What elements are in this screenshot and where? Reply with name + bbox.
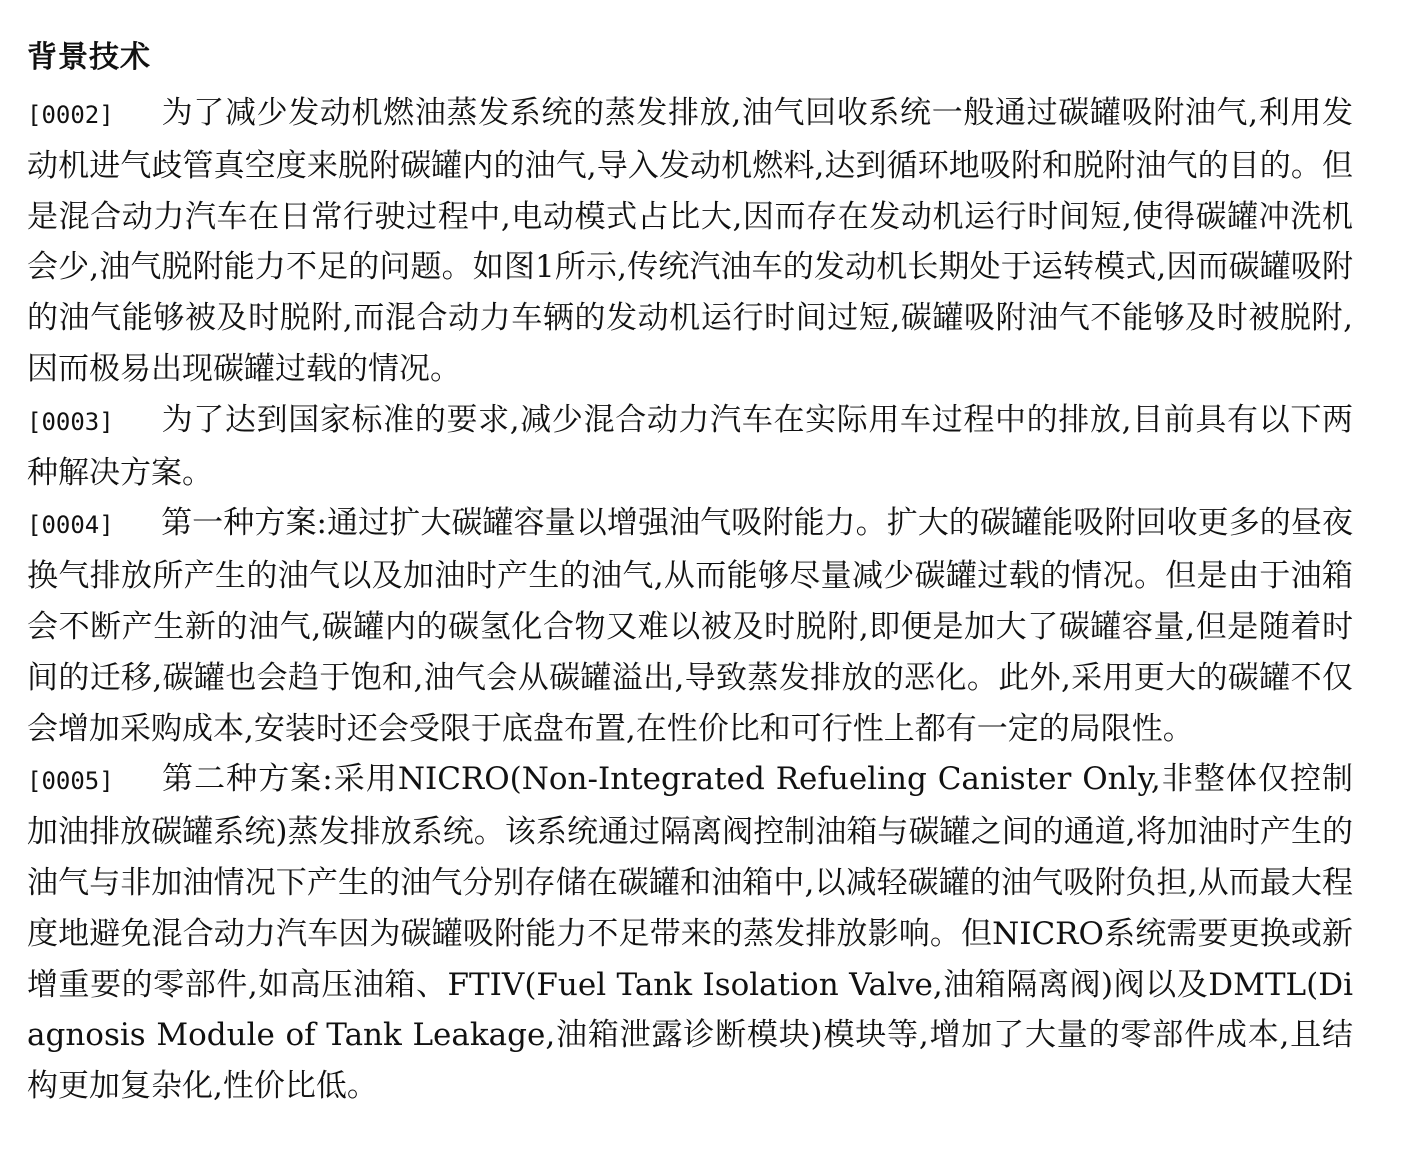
paragraph-text: 为了减少发动机燃油蒸发系统的蒸发排放,油气回收系统一般通过碳罐吸附油气,利用发动机进气歧管真空度来脱附碳罐内的油气,导入发动机燃料,达到循环地吸附和脱附油气的目的。但是混合动力汽车在日常行驶过程中,电动模式占比大,因而存在发动机运行时间短,使得碳罐冲洗机会少,油气脱附能力不足的问题。如图1所示,传统汽油车的发动机长期处于运转模式,因而碳罐吸附的油气能够被及时脱附,而混合动力车辆的发动机运行时间过短,碳罐吸附油气不能够及时被脱附,因而极易出现碳罐过载的情况。 [27, 95, 1353, 387]
paragraph-text: 第一种方案:通过扩大碳罐容量以增强油气吸附能力。扩大的碳罐能吸附回收更多的昼夜换气排放所产生的油气以及加油时产生的油气,从而能够尽量减少碳罐过载的情况。但是由于油箱会不断产生新的油气,碳罐内的碳氢化合物又难以被及时脱附,即便是加大了碳罐容量,但是随着时间的迁移,碳罐也会趋于饱和,油气会从碳罐溢出,导致蒸发排放的恶化。此外,采用更大的碳罐不仅会增加采购成本,安装时还会受限于底盘布置,在性价比和可行性上都有一定的局限性。 [27, 505, 1353, 747]
section-title: 背景技术 [27, 40, 151, 75]
paragraph-text: 为了达到国家标准的要求,减少混合动力汽车在实际用车过程中的排放,目前具有以下两种解决方案。 [27, 401, 1353, 491]
paragraph-number: [0003] [27, 407, 114, 436]
paragraph-text: 第二种方案:采用NICRO(Non-Integrated Refueling Canister Only,非整体仅控制加油排放碳罐系统)蒸发排放系统。该系统通过隔离阀控制油箱与碳罐之间的通道,将加油时产生的油气与非加油情况下产生的油气分别存储在碳罐和油箱中,以减轻碳罐的油气吸附负担,从而最大程度地避免混合动力汽车因为碳罐吸附能力不足带来的蒸发排放影响。但NICRO系统需要更换或新增重要的零部件,如高压油箱、FTIV(Fuel Tank Isolation Valve,油箱隔离阀)阀以及DMTL(Diagnosis Module of Tank Leakage,油箱泄露诊断模块)模块等,增加了大量的零部件成本,且结构更加复杂化,性价比低。 [27, 761, 1353, 1105]
paragraph-number: [0004] [27, 511, 114, 540]
paragraph-0004 [27, 498, 1353, 754]
paragraph-0002 [27, 88, 1353, 395]
paragraph-0005 [27, 754, 1353, 1112]
document-page [27, 36, 1353, 1112]
paragraph-number: [0005] [27, 767, 114, 796]
paragraph-number: [0002] [27, 101, 114, 129]
paragraph-0003 [27, 395, 1353, 499]
